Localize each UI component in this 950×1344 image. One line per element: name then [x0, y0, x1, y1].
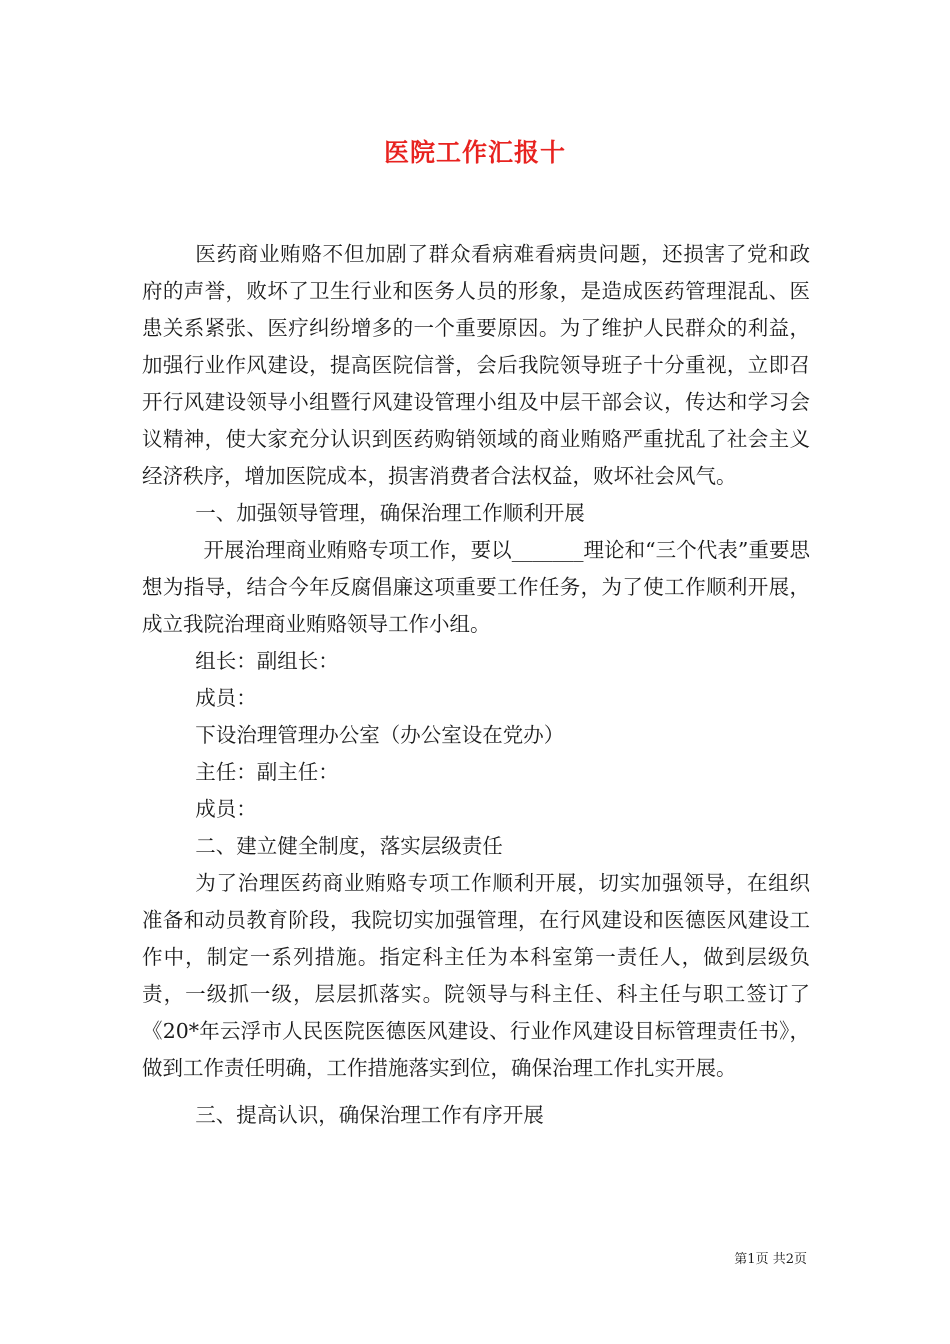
line-members: 成员： — [195, 686, 257, 710]
line-office: 下设治理管理办公室（办公室设在党办） — [195, 723, 565, 747]
page-prefix: 第 — [734, 1252, 748, 1267]
page-total: 2 — [785, 1252, 794, 1267]
line-director: 主任：副主任： — [195, 760, 339, 784]
document-title: 医院工作汇报十 — [383, 138, 566, 167]
section-heading-2: 二、建立健全制度，落实层级责任 — [195, 834, 503, 858]
section-heading-1: 一、加强领导管理，确保治理工作顺利开展 — [195, 501, 585, 525]
document-body — [142, 236, 810, 1134]
paragraph-section-1: 开展治理商业贿赂专项工作，要以_______理论和“三个代表”重要思想为指导，结合今年反腐倡廉这项重要工作任务，为了使工作顺利开展，成立我院治理商业贿赂领导工作小组。 — [142, 538, 810, 636]
paragraph-section-2: 为了治理医药商业贿赂专项工作顺利开展，切实加强领导，在组织准备和动员教育阶段，我院切实加强管理，在行风建设和医德医风建设工作中，制定一系列措施。指定科主任为本科室第一责任人，做到层级负责，一级抓一级，层层抓落实。院领导与科主任、科主任与职工签订了《20*年云浮市人民医院医德医风建设、行业作风建设目标管理责任书》，做到工作责任明确，工作措施落实到位，确保治理工作扎实开展。 — [142, 871, 810, 1080]
line-office-members: 成员： — [195, 797, 257, 821]
page-current: 1 — [747, 1252, 756, 1267]
paragraph-intro: 医药商业贿赂不但加剧了群众看病难看病贵问题，还损害了党和政府的声誉，败坏了卫生行业和医务人员的形象，是造成医药管理混乱、医患关系紧张、医疗纠纷增多的一个重要原因。为了维护人民群众的利益，加强行业作风建设，提高医院信誉，会后我院领导班子十分重视，立即召开行风建设领导小组暨行风建设管理小组及中层干部会议，传达和学习会议精神，使大家充分认识到医药购销领域的商业贿赂严重扰乱了社会主义经济秩序，增加医院成本，损害消费者合法权益，败坏社会风气。 — [142, 242, 810, 488]
page-suffix: 页 — [793, 1252, 807, 1267]
page-number — [734, 1248, 807, 1267]
section-heading-3: 三、提高认识，确保治理工作有序开展 — [195, 1103, 544, 1127]
line-leader: 组长：副组长： — [195, 649, 339, 673]
page-mid: 页 共 — [755, 1252, 786, 1267]
